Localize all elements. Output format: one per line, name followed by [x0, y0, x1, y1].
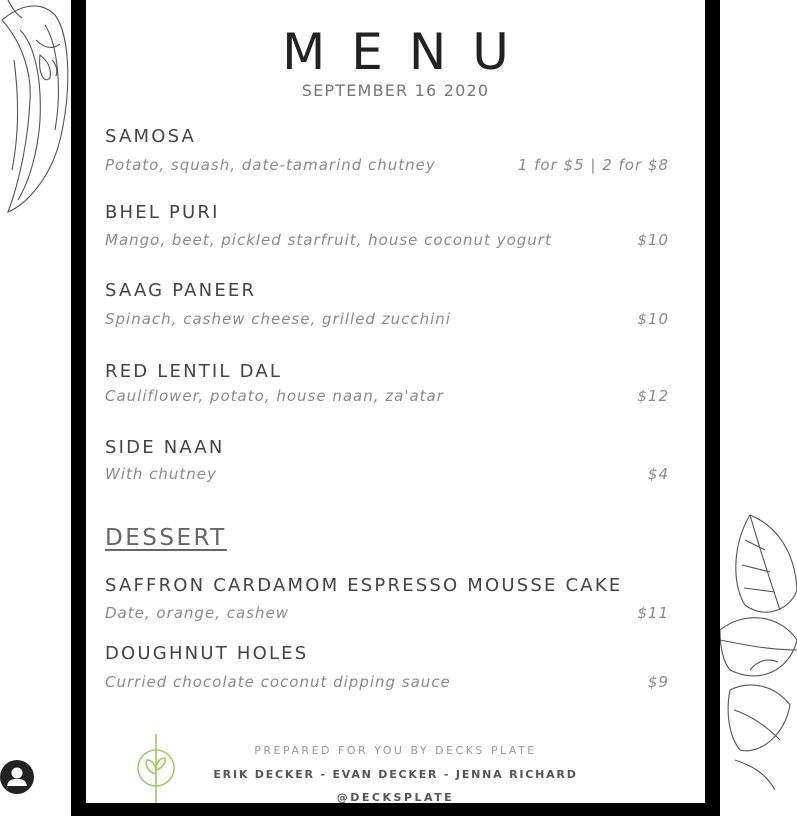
- dessert-item-price: $9: [647, 673, 669, 691]
- menu-item-name: SAAG PANEER: [105, 280, 257, 301]
- menu-item-name: BHEL PURI: [105, 202, 220, 223]
- menu-item-description: Mango, beet, pickled starfruit, house coconut yogurt: [105, 231, 552, 249]
- chili-pepper-illustration-icon: [0, 0, 72, 215]
- footer-handle: @DECKSPLATE: [336, 791, 455, 804]
- menu-title: MENU: [282, 23, 535, 81]
- leaf-illustration-icon: [720, 510, 797, 803]
- menu-date: SEPTEMBER 16 2020: [301, 81, 490, 100]
- menu-item-price: $4: [647, 465, 669, 483]
- menu-item-description: With chutney: [105, 465, 217, 483]
- menu-item-description: Cauliflower, potato, house naan, za'atar: [105, 387, 444, 405]
- dessert-heading: DESSERT: [105, 525, 227, 551]
- dessert-item-price: $11: [637, 604, 669, 622]
- menu-item-name: SAMOSA: [105, 126, 197, 147]
- menu-item-price: $10: [637, 231, 669, 249]
- menu-item-price: 1 for $5 | 2 for $8: [517, 156, 669, 174]
- dessert-item-name: SAFFRON CARDAMOM ESPRESSO MOUSSE CAKE: [105, 575, 623, 596]
- menu-item-name: SIDE NAAN: [105, 437, 225, 458]
- menu-item-description: Spinach, cashew cheese, grilled zucchini: [105, 310, 451, 328]
- user-silhouette-icon: [0, 760, 34, 794]
- dessert-item-description: Date, orange, cashew: [105, 604, 289, 622]
- footer-chefs: ERIK DECKER - EVAN DECKER - JENNA RICHARD: [213, 768, 578, 781]
- menu-item-name: RED LENTIL DAL: [105, 361, 283, 382]
- menu-item-price: $12: [637, 387, 669, 405]
- user-avatar-icon[interactable]: [0, 760, 34, 794]
- menu-item-price: $10: [637, 310, 669, 328]
- dessert-item-description: Curried chocolate coconut dipping sauce: [105, 673, 451, 691]
- footer-prepared-by: PREPARED FOR YOU BY DECKS PLATE: [254, 744, 537, 757]
- menu-item-description: Potato, squash, date-tamarind chutney: [105, 156, 436, 174]
- dessert-item-name: DOUGHNUT HOLES: [105, 643, 309, 664]
